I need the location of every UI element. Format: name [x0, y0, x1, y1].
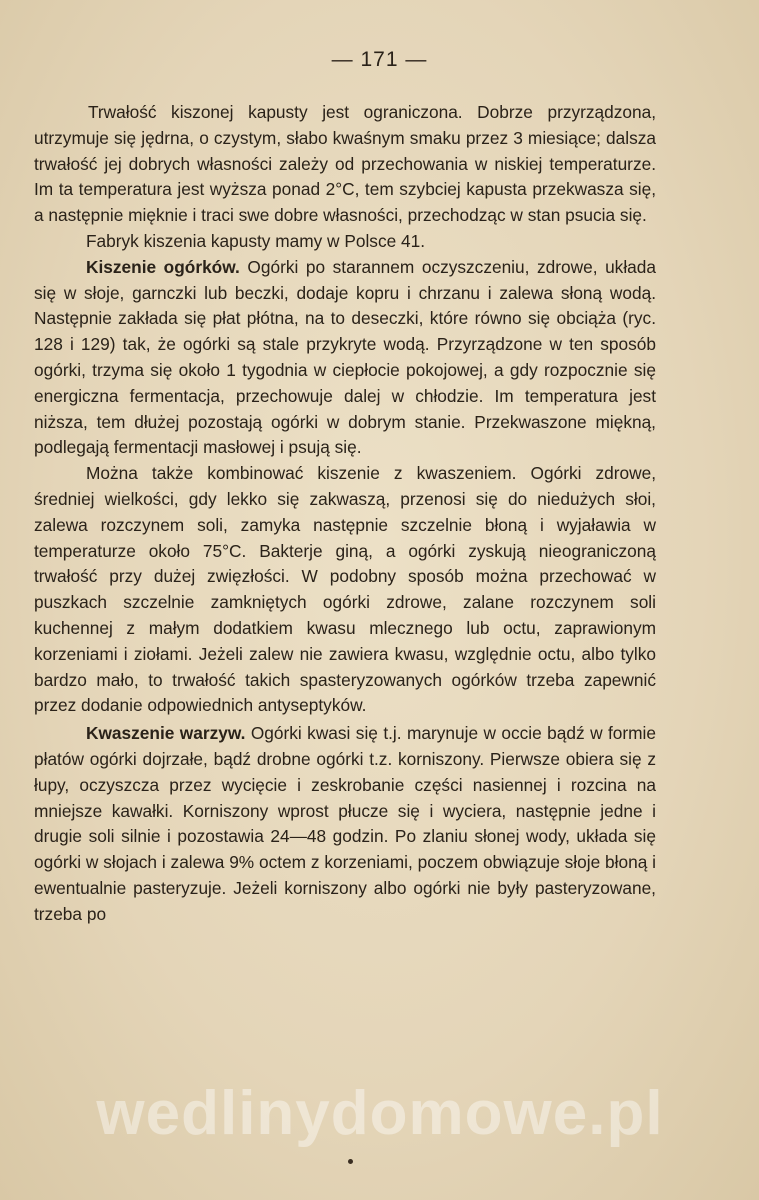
paragraph — [34, 100, 656, 229]
paragraph — [34, 721, 656, 927]
watermark: wedlinydomowe.pl — [96, 1079, 664, 1148]
paragraph-text: Ogórki po starannem oczyszczeniu, zdrowe, układa się w słoje, garnczki lub beczki, dodaje kopru i chrzanu i zalewa słoną wodą. Następnie zakłada się płat płótna, na to deseczki, które równo się obciąża (ryc. 128 i 129) tak, że ogórki są stale przykryte wodą. Przyrządzone w ten sposób ogórki, trzyma się około 1 tygodnia w ciepłocie pokojowej, a gdy rozpocznie się energiczna fermentacja, przechowuje dalej w chłodzie. Im temperatura jest niższa, tem dłużej pozostają ogórki w dobrym stanie. Przekwaszone miękną, podlegają fermentacji masłowej i psują się. — [34, 256, 656, 458]
section-heading-kwaszenie-warzyw: Kwaszenie warzyw. — [86, 723, 246, 744]
paragraph-text: Trwałość kiszonej kapusty jest ograniczona. Dobrze przyrządzona, utrzymuje się jędrna, o czystym, słabo kwaśnym smaku przez 3 miesiące; dalsza trwałość jej dobrych własności zależy od przechowania w niskiej temperaturze. Im ta temperatura jest wyższa ponad 2°C, tem szybciej kapusta przekwasza się, a następnie mięknie i traci swe dobre własności, przechodząc w stan psucia się. — [34, 102, 656, 226]
paragraph — [34, 229, 656, 255]
paragraph — [34, 461, 656, 719]
paragraph-text: Fabryk kiszenia kapusty mamy w Polsce 41. — [86, 230, 426, 251]
body-text — [34, 100, 656, 928]
paragraph-text: Można także kombinować kiszenie z kwaszeniem. Ogórki zdrowe, średniej wielkości, gdy lekko się zakwaszą, przenosi się do niedużych słoi, zalewa rozczynem soli, zamyka następnie szczelnie błoną i wyjaławia w temperaturze około 75°C. Bakterje giną, a ogórki zyskują nieograniczoną trwałość przy dużej zwięzłości. W podobny sposób można przechować w puszkach szczelnie zamkniętych ogórki zdrowe, zalane rozczynem soli kuchennej z małym dodatkiem kwasu mlecznego lub octu, zaprawionym korzeniami i ziołami. Jeżeli zalew nie zawiera kwasu, względnie octu, albo tylko bardzo mało, to trwałość takich spasteryzowanych ogórków trzeba zapewnić przez dodanie odpowiednich antyseptyków. — [34, 463, 656, 716]
paragraph-text: Ogórki kwasi się t.j. marynuje w occie bądź w formie płatów ogórki dojrzałe, bądź drobne ogórki t.z. korniszony. Pierwsze obiera się z łupy, oczyszcza przez wycięcie i zeskrobanie części nasiennej i rozcina na mniejsze kawałki. Korniszony wprost płucze się i wyciera, następnie jedne i drugie soli silnie i pozostawia 24—48 godzin. Po zlaniu słonej wody, układa się ogórki w słojach i zalewa 9% octem z korzeniami, poczem obwiązuje słoje błoną i ewentualnie pasteryzuje. Jeżeli korniszony albo ogórki nie były pasteryzowane, trzeba po — [34, 723, 656, 924]
paper-speck — [348, 1159, 353, 1164]
section-heading-kiszenie-ogorkow: Kiszenie ogórków. — [86, 256, 240, 277]
page-number: — 171 — — [331, 48, 428, 71]
paragraph — [34, 255, 656, 461]
